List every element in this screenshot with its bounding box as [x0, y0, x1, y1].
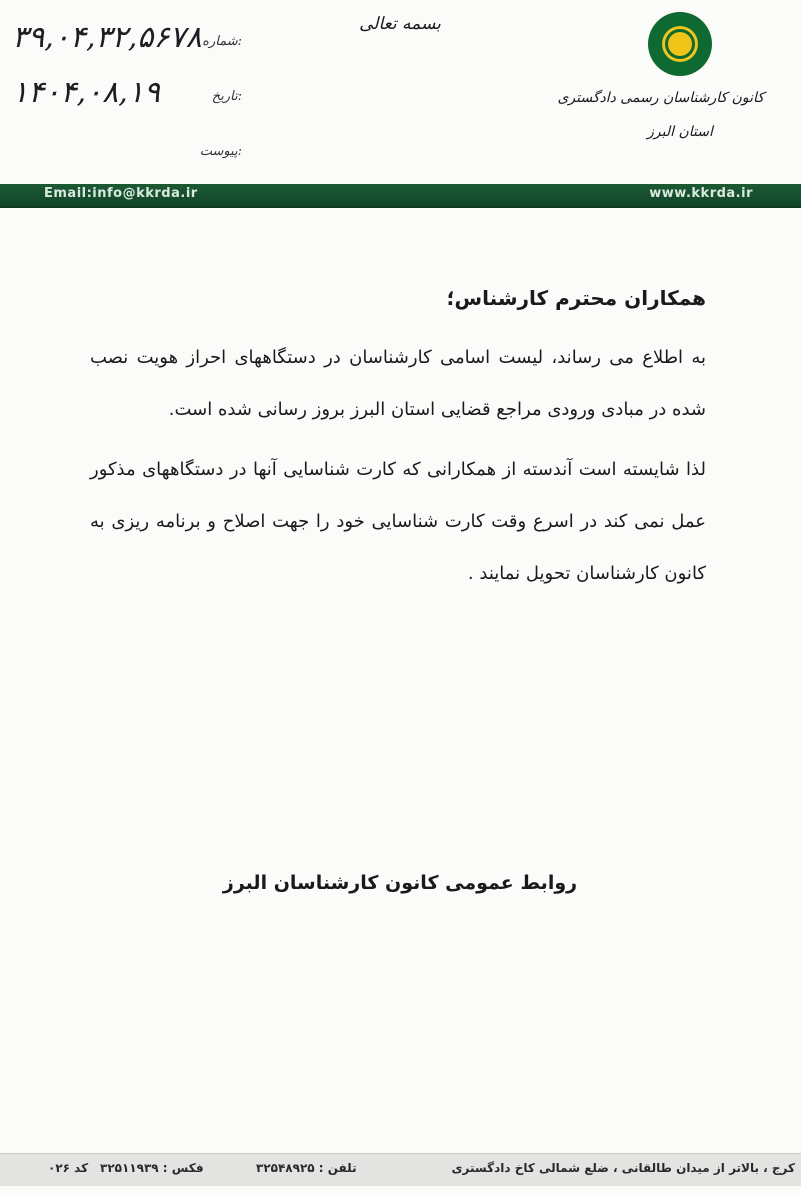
- basmala: بسمه تعالی: [359, 14, 441, 34]
- organization-name: کانون کارشناسان رسمی دادگستری: [557, 90, 764, 106]
- number-row: [8, 20, 248, 75]
- footer-area-code: کد ۰۲۶: [48, 1161, 89, 1175]
- footer-phone: تلفن : ۳۲۵۴۸۹۲۵: [256, 1161, 357, 1175]
- salutation: همکاران محترم کارشناس؛: [446, 286, 706, 310]
- signature: روابط عمومی کانون کارشناسان البرز: [222, 872, 578, 894]
- organization-province: استان البرز: [647, 124, 713, 140]
- attachment-label: پیوست:: [199, 144, 242, 159]
- email-address: Email:info@kkrda.ir: [44, 186, 198, 201]
- organization-logo-icon: [648, 12, 712, 76]
- organization-branding: [557, 12, 764, 140]
- date-row: [8, 75, 248, 130]
- date-label: تاریخ:: [211, 89, 242, 104]
- attachment-row: [8, 130, 248, 185]
- letter-meta: [8, 20, 248, 185]
- letter-body: [90, 270, 706, 608]
- paragraph-announcement: به اطلاع می رساند، لیست اسامی کارشناسان در دستگاههای احراز هویت نصب شده در مبادی ورودی مراجع قضایی استان البرز بروز رسانی شده است.: [90, 347, 706, 420]
- letter-date: ۱۴۰۴,۰۸,۱۹: [12, 75, 160, 110]
- footer-fax: فکس : ۳۲۵۱۱۹۳۹: [100, 1161, 204, 1175]
- website-address: www.kkrda.ir: [649, 186, 753, 201]
- footer: [0, 1153, 801, 1186]
- letter-number: ۳۹,۰۴,۳۲,۵۶۷۸: [12, 20, 202, 55]
- contact-bar: [0, 184, 801, 208]
- number-label: شماره:: [202, 34, 242, 49]
- paragraph-request: لذا شایسته است آندسته از همکارانی که کارت شناسایی آنها در دستگاههای مذکور عمل نمی کند در اسرع وقت کارت شناسایی خود را جهت اصلاح و برنامه ریزی به کانون کارشناسان تحویل نمایند .: [90, 459, 706, 584]
- footer-address: کرج ، بالاتر از میدان طالقانی ، ضلع شمالی کاخ دادگستری: [451, 1161, 795, 1175]
